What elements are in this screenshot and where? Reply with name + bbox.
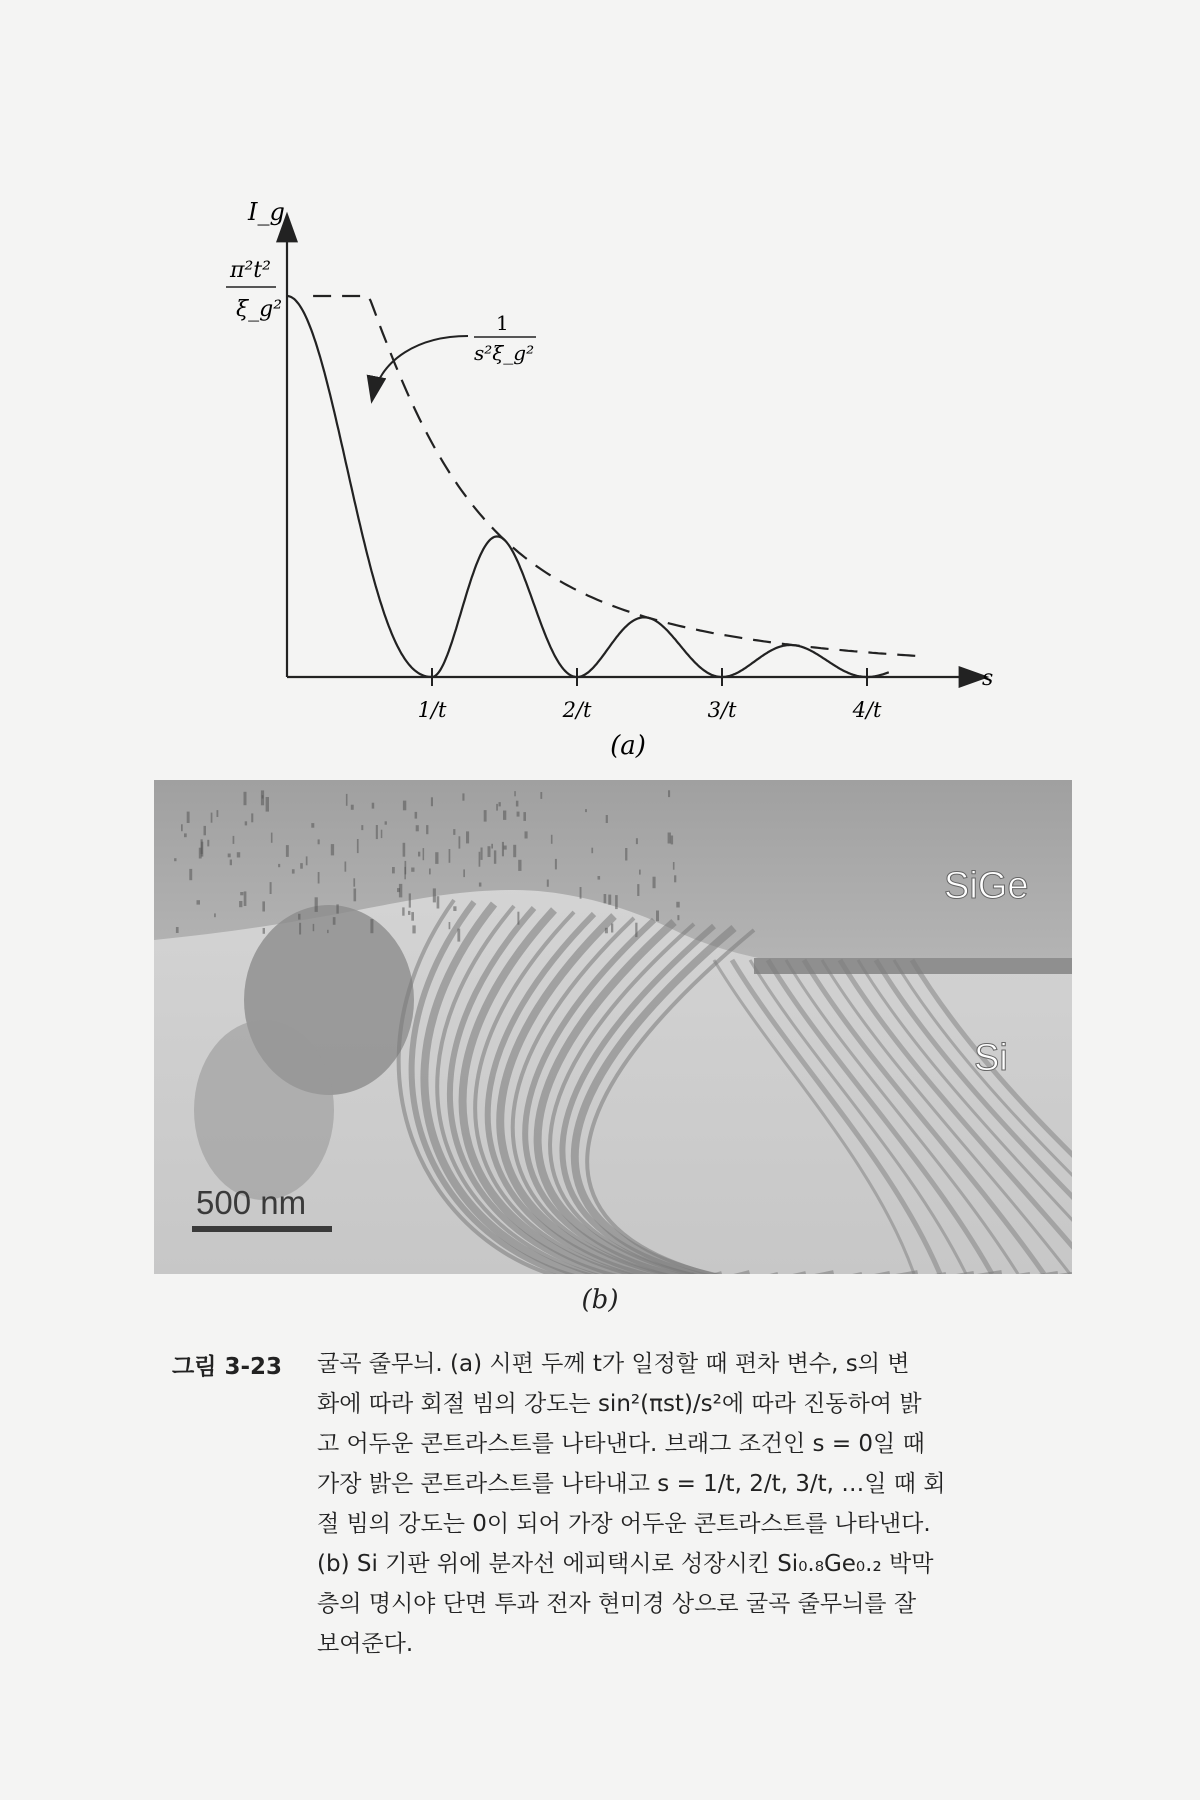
defect-speck: [239, 901, 242, 907]
intensity-plot: [0, 0, 1200, 780]
defect-speck: [313, 924, 315, 931]
defect-speck: [491, 844, 493, 849]
defect-speck: [187, 812, 190, 823]
defect-speck: [346, 794, 348, 806]
defect-speck: [449, 922, 451, 929]
defect-speck: [245, 821, 247, 825]
caption-line: 보여준다.: [317, 1631, 414, 1657]
defect-speck: [611, 924, 613, 933]
defect-speck: [668, 833, 671, 844]
defect-speck: [426, 825, 428, 834]
defect-speck: [345, 862, 347, 872]
defect-speck: [353, 878, 355, 886]
defect-speck: [504, 846, 507, 850]
defect-speck: [240, 892, 243, 895]
defect-speck: [488, 846, 491, 857]
intensity-curve: [287, 296, 889, 677]
defect-speck: [677, 915, 679, 920]
defect-speck: [457, 929, 460, 942]
defect-speck: [300, 863, 303, 869]
caption-line: 굴곡 줄무늬. (a) 시편 두께 t가 일정할 때 편차 변수, s의 변: [317, 1351, 910, 1377]
defect-speck: [189, 869, 192, 880]
defect-speck: [262, 901, 265, 911]
defect-speck: [211, 813, 213, 823]
defect-speck: [404, 867, 406, 879]
y-top-denominator: ξ_g²: [236, 297, 283, 322]
defect-speck: [261, 790, 264, 805]
defect-speck: [555, 859, 557, 870]
defect-speck: [479, 883, 482, 887]
defect-speck: [668, 790, 670, 797]
envelope-curve: [313, 296, 918, 656]
defect-speck: [197, 900, 201, 904]
defect-speck: [615, 895, 618, 909]
defect-speck: [635, 923, 637, 937]
defect-speck: [518, 860, 521, 871]
figure-caption: [317, 1344, 1069, 1664]
dark-cluster: [194, 1020, 334, 1200]
defect-speck: [311, 823, 314, 828]
panel-label-b: (b): [581, 1285, 619, 1315]
defect-speck: [306, 856, 308, 865]
defect-speck: [516, 801, 519, 807]
defect-speck: [354, 889, 357, 902]
envelope-numerator: 1: [496, 311, 509, 335]
defect-speck: [514, 791, 516, 796]
defect-speck: [671, 836, 673, 845]
defect-speck: [503, 811, 506, 820]
defect-speck: [270, 882, 272, 894]
defect-speck: [271, 833, 273, 843]
envelope-pointer-arrow: [372, 336, 468, 400]
defect-speck: [411, 912, 414, 921]
defect-speck: [608, 895, 611, 905]
defect-speck: [606, 815, 608, 823]
defect-speck: [237, 852, 240, 857]
defect-speck: [402, 907, 404, 915]
defect-speck: [517, 812, 520, 817]
defect-speck: [673, 862, 675, 870]
si-label: Si: [974, 1037, 1008, 1079]
defect-speck: [357, 839, 359, 853]
defect-speck: [453, 829, 455, 835]
defect-speck: [201, 839, 203, 854]
defect-speck: [370, 919, 373, 933]
defect-speck: [318, 839, 320, 844]
defect-speck: [591, 848, 593, 854]
defect-speck: [292, 869, 295, 873]
defect-speck: [331, 844, 334, 855]
defect-speck: [244, 891, 247, 906]
defect-speck: [184, 833, 187, 837]
defect-speck: [494, 850, 496, 863]
tem-micrograph: [154, 780, 1072, 1274]
sige-label: SiGe: [944, 865, 1029, 907]
defect-speck: [462, 793, 464, 800]
figure-number: 그림 3-23: [172, 1354, 282, 1380]
defect-speck: [174, 858, 176, 861]
scale-bar-label: 500 nm: [196, 1184, 307, 1221]
y-top-numerator: π²t²: [230, 258, 271, 283]
defect-speck: [466, 831, 469, 843]
defect-speck: [416, 825, 419, 831]
envelope-denominator: s²ξ_g²: [474, 341, 535, 365]
defect-speck: [639, 870, 641, 875]
defect-speck: [266, 797, 269, 812]
defect-speck: [580, 887, 582, 899]
defect-speck: [435, 852, 438, 864]
defect-speck: [244, 792, 247, 805]
defect-speck: [411, 868, 414, 872]
defect-speck: [278, 864, 280, 867]
defect-speck: [429, 869, 431, 875]
defect-speck: [372, 803, 375, 809]
defect-speck: [392, 867, 395, 873]
defect-speck: [286, 845, 289, 857]
x-tick-label: 4/t: [852, 698, 882, 722]
defect-speck: [299, 923, 301, 935]
caption-line: 절 빔의 강도는 0이 되어 가장 어두운 콘트라스트를 나타낸다.: [317, 1511, 931, 1537]
defect-speck: [674, 875, 676, 882]
defect-speck: [653, 877, 656, 889]
defect-speck: [605, 928, 608, 934]
defect-speck: [656, 911, 659, 922]
defect-speck: [381, 830, 383, 838]
caption-line: 고 어두운 콘트라스트를 나타낸다. 브래그 조건인 s = 0일 때: [317, 1431, 925, 1457]
defect-speck: [228, 854, 231, 858]
defect-speck: [513, 845, 516, 857]
defect-speck: [408, 911, 410, 915]
defect-speck: [418, 852, 420, 857]
x-tick-label: 1/t: [417, 698, 447, 722]
defect-speck: [412, 925, 415, 933]
panel-label-a: (a): [610, 731, 646, 761]
defect-speck: [214, 913, 216, 917]
x-tick-label: 3/t: [707, 698, 737, 722]
defect-speck: [361, 825, 363, 830]
defect-speck: [484, 810, 487, 822]
defect-speck: [385, 821, 387, 824]
defect-speck: [449, 849, 451, 863]
defect-speck: [637, 884, 639, 896]
defect-speck: [315, 897, 318, 912]
defect-speck: [499, 802, 501, 806]
defect-speck: [204, 826, 207, 835]
defect-speck: [517, 912, 519, 925]
x-axis-label: s: [982, 666, 994, 691]
defect-speck: [333, 917, 336, 925]
caption-line: 가장 밝은 콘트라스트를 나타내고 s = 1/t, 2/t, 3/t, …일 때 회: [317, 1471, 946, 1497]
defect-speck: [403, 843, 406, 857]
defect-speck: [453, 906, 456, 911]
scale-bar: [192, 1226, 332, 1232]
defect-speck: [336, 904, 338, 913]
defect-speck: [251, 813, 253, 822]
defect-speck: [415, 812, 418, 819]
defect-speck: [463, 869, 465, 877]
defect-speck: [423, 848, 425, 860]
defect-speck: [604, 894, 607, 903]
defect-speck: [376, 825, 378, 839]
defect-speck: [233, 836, 235, 844]
defect-speck: [676, 902, 679, 908]
defect-speck: [547, 880, 549, 887]
defect-speck: [431, 797, 433, 806]
defect-speck: [217, 810, 219, 817]
defect-speck: [181, 824, 183, 831]
defect-speck: [459, 836, 461, 848]
defect-speck: [409, 893, 411, 907]
defect-speck: [481, 848, 483, 860]
defect-speck: [525, 831, 528, 838]
defect-speck: [551, 835, 553, 844]
defect-speck: [540, 792, 542, 799]
defect-speck: [585, 809, 587, 812]
defect-speck: [327, 930, 329, 933]
defect-speck: [496, 804, 498, 811]
defect-speck: [230, 860, 232, 866]
y-axis-label: I_g: [248, 198, 285, 226]
defect-speck: [318, 872, 320, 884]
defect-speck: [298, 914, 300, 920]
defect-speck: [207, 840, 209, 847]
defect-speck: [479, 852, 481, 867]
defect-speck: [636, 838, 638, 844]
caption-line: 화에 따라 회절 빔의 강도는 sin²(πst)/s²에 따라 진동하여 밝: [317, 1391, 922, 1417]
defect-speck: [176, 927, 179, 933]
defect-speck: [625, 848, 627, 861]
defect-speck: [523, 812, 526, 821]
defect-speck: [437, 896, 440, 908]
defect-speck: [263, 928, 265, 934]
x-tick-label: 2/t: [562, 698, 592, 722]
defect-speck: [598, 876, 601, 880]
defect-speck: [403, 801, 406, 811]
defect-speck: [351, 805, 354, 810]
caption-line: 층의 명시야 단면 투과 전자 현미경 상으로 굴곡 줄무늬를 잘: [317, 1591, 917, 1617]
defect-speck: [397, 888, 400, 892]
caption-line: (b) Si 기판 위에 분자선 에피택시로 성장시킨 Si₀.₈Ge₀.₂ 박막: [317, 1551, 934, 1577]
defect-speck: [433, 888, 436, 902]
